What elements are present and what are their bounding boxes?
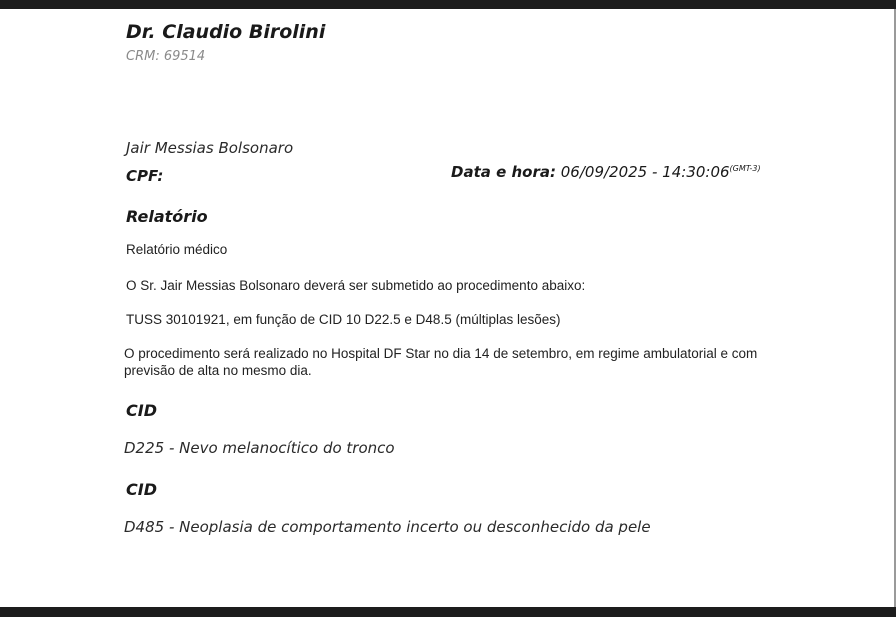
timezone: (GMT-3) — [729, 164, 761, 173]
report-paragraph: O Sr. Jair Messias Bolsonaro deverá ser submetido ao procedimento abaixo: — [126, 278, 586, 293]
cid-heading: CID — [126, 401, 157, 420]
report-paragraph: Relatório médico — [126, 242, 228, 257]
report-paragraph: O procedimento será realizado no Hospital DF Star no dia 14 de setembro, em regime ambulatorial e com previsão de alta no mesmo dia. — [124, 346, 758, 378]
doctor-name: Dr. Claudio Birolini — [126, 21, 326, 43]
datetime — [451, 163, 761, 181]
top-dark-bar — [0, 0, 896, 9]
cpf-label: CPF: — [126, 167, 164, 185]
report-paragraph: TUSS 30101921, em função de CID 10 D22.5 e D48.5 (múltiplas lesões) — [126, 312, 561, 327]
datetime-value: 06/09/2025 - 14:30:06 — [556, 163, 730, 181]
doctor-crm: CRM: 69514 — [126, 49, 206, 64]
cid-value: D225 - Nevo melanocítico do tronco — [124, 439, 395, 457]
cid-heading: CID — [126, 480, 157, 499]
document-page — [0, 9, 894, 607]
report-title: Relatório — [126, 207, 208, 226]
patient-name: Jair Messias Bolsonaro — [126, 139, 294, 157]
bottom-dark-bar — [0, 607, 896, 617]
datetime-label: Data e hora: — [451, 163, 556, 181]
cid-value: D485 - Neoplasia de comportamento incerto ou desconhecido da pele — [124, 518, 651, 536]
